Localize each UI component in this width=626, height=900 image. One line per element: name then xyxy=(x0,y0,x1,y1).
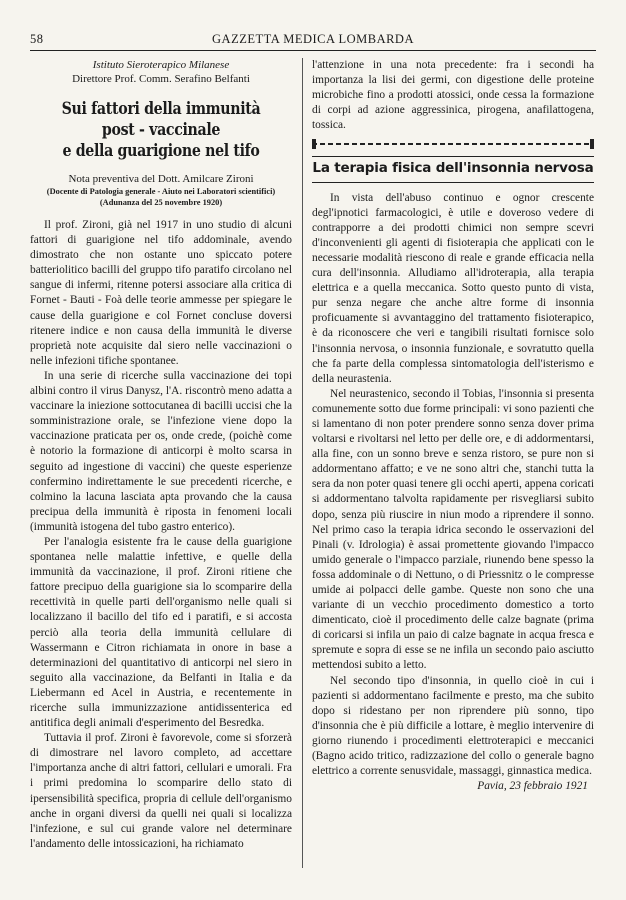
paragraph: Nel secondo tipo d'insonnia, in quello cioè in cui i pazienti si addormentano facilmente e presto, ma che subito dopo si ridestano per non riprendere più sonno, tipo d'insonnia che è più difficile a lottare, è meglio intervenire di giorno riunendo i procedimenti elettroterapici e meccanici (Bagno acido tritico, radizzazione del collo o generale bagno elettrico a corrente senusvidale, massaggi, ginnastica medica. xyxy=(312,674,594,778)
meeting-date: (Adunanza del 25 novembre 1920) xyxy=(99,198,223,207)
right-column xyxy=(312,58,594,794)
section-heading-box xyxy=(312,156,594,182)
article-title-line1: Sui fattori della immunità post - vaccinale xyxy=(61,99,261,139)
paragraph: In una serie di ricerche sulla vaccinazione dei topi albini contro il virus Danysz, l'A. riscontrò meno adatta a vaccinare la iniezione sottocutanea di bacilli uccisi che la somministrazione orale, se l'infezione viene dopo la vaccinazione praticata per os, onde crede, (poichè come è notorio la formazione di anticorpi è molto scarsa in seguito ad ingestione di vaccini) che queste esperienze confermino indirettamente le sue precedenti ricerche, e colmino la lacuna lasciata apta provando che la causa precipua della immunità è riposta in fenomeni locali (immunità istogena del tubo gastro enterico). xyxy=(30,369,292,533)
paragraph: Nel neurastenico, secondo il Tobias, l'insonnia si presenta comunemente sotto due forme principali: vi sono pazienti che si lamentano di non poter prendere sonno senza dover prima voltarsi e rivoltarsi nel letto per delle ore, e di addormentarsi, alla fine, con un sonno breve e senza ristoro, se pure non si addormentano affatto; e ve ne sono altri che, stanchi tutta la sera da non poter quasi tenere gli occhi aperti, appena coricati si addormentano talvolta rapidamente per risvegliarsi subito dopo, senza più riuscire in niun modo a riprendere il sonno. Nel primo caso la terapia idrica secondo le osservazioni del Pinali (v. Idrologia) è assai promettente giovando l'impacco umido generale o l'impacco parziale, riunendo bene spesso la fossa addominale o di Nettuno, o di Priessnitz o le compresse umide ai polpacci delle gambe. Queste non sono che una variante di un vecchio procedimento domestico a torto dimenticato, cioè il procedimento delle calze bagnate (prima di coricarsi si infila un paio di calze bagnate in acqua fresca e spremute e sopra di esse se ne infila un secondo paio asciutto mettendosi subito a letto. xyxy=(312,387,594,672)
institute-block xyxy=(30,58,292,86)
decorative-rule xyxy=(312,138,594,150)
column-divider xyxy=(302,58,303,868)
page-number: 58 xyxy=(30,32,44,46)
running-header xyxy=(30,30,596,48)
paragraph: Tuttavia il prof. Zironi è favorevole, come si sforzerà di dimostrare nel lavoro completo, ad accettare l'importanza anche di altri fattori, cellulari e umorali. Fra i primi predomina lo scomparire dello stato di ipersensibilità specifica, propria di cellule dell'organismo anche in organi diversi da quelli nei quali si localizza l'infezione, e sul cui grande valore nel determinare l'andamento delle intossicazioni, ha richiamato xyxy=(30,732,292,850)
institute-name: Istituto Sieroterapico Milanese xyxy=(92,59,230,71)
author-affiliation: (Docente di Patologia generale - Aiuto nei Laboratori scientifici) xyxy=(46,187,276,196)
left-column xyxy=(30,58,292,852)
article-title-line2: e della guarigione nel tifo xyxy=(62,141,260,160)
journal-title: GAZZETTA MEDICA LOMBARDA xyxy=(212,32,414,46)
signoff-place-date: Pavia, 23 febbraio 1921 xyxy=(477,780,588,793)
paragraph-continuation: l'attenzione in una nota precedente: fra i secondi ha importanza la lisi dei germi, con digestione delle proteine microbiche fino a prodotti atossici, onde cessa la formazione di corpi ad azione aggressinica, pirogena, anafilattogena, tossica. xyxy=(312,59,594,132)
director-line: Direttore Prof. Comm. Serafino Belfanti xyxy=(72,73,250,85)
author-line: Nota preventiva del Dott. Amilcare Zironi xyxy=(68,173,254,185)
header-rule xyxy=(30,50,596,51)
paragraph: In vista dell'abuso continuo e ognor crescente degl'ipnotici farmacologici, è utile e doveroso vedere di contrapporre a dei prodotti chimici non sempre scevri d'inconvenienti gli agenti di fisioterapia che applicati con le necessarie modalità riescono di reale e grande efficacia nella cura dell'insonnia. Alludiamo all'idroterapia, alla terapia elettrica e a quella meccanica. Sotto questo punto di vista, pur senza negare che anche altre forme di insonnia proficuamente si avvantaggino del trattamento fisioterapico, è da riconoscere che veri e tangibili risultati fornisce solo l'insonnia nervosa, o insonnia funzionale, e sovratutto quella che fa parte della complessa sintomatologia dell'isterismo e della neurastenia. xyxy=(312,191,594,385)
article-title xyxy=(48,98,273,161)
section-title: La terapia fisica dell'insonnia nervosa xyxy=(312,160,594,177)
paragraph: Il prof. Zironi, già nel 1917 in uno studio di alcuni fattori di guarigione nel tifo addominale, avendo dimostrato che non ostante uno spiccato potere batteriolitico bacilli del gruppo tifo paratifo circolano nel sangue di infermi, ritenne potersi associare alla critica di Fornet - Bauti - Foà delle teorie ammesse per spiegare le cause della guarigione e col Fornet concluse doversi ritenere indice e non causa della immunità le diverse proprietà note acquisite dal siero nelle vaccinazioni o nelle infezioni tifiche spontanee. xyxy=(30,219,292,367)
paragraph: Per l'analogia esistente fra le cause della guarigione spontanea nelle malattie infettive, e quelle della immunità da vaccinazione, il prof. Zironi ritiene che fattore precipuo della guarigione sia lo scomparire della recettività in quelle parti dell'organismo nelle quali si localizzano il bacillo del tifo ed i paratifi, e si accosta perciò alla teoria della immunità cellulare di Wassermann e Citron richiamata in onore in base a determinazioni del quantitativo di anticorpi nel siero in seguito alla vaccinazione, da Belfanti in Italia e da Liebermann ed Acel in Austria, e recentemente in ricerche sulla immunizzazione antidissenterica ed antitifica degli animali d'esperimento del Besredka. xyxy=(30,535,292,730)
